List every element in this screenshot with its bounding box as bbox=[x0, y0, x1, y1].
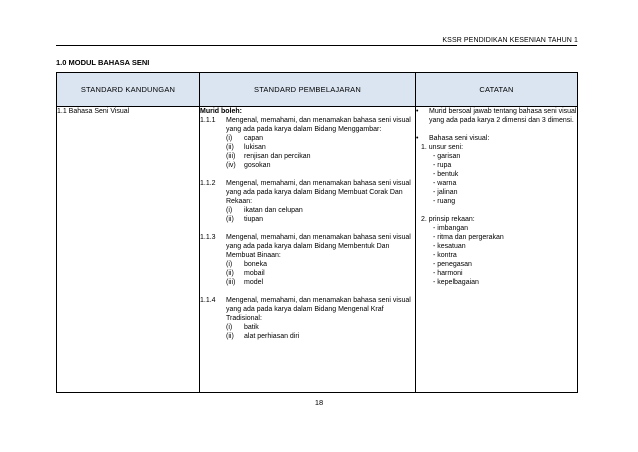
list-item: - bentuk bbox=[433, 171, 459, 178]
sub-item: (ii) tiupan bbox=[226, 216, 264, 223]
sub-item: (ii) alat perhiasan diri bbox=[226, 333, 300, 340]
learning-standard-item bbox=[200, 296, 415, 341]
item-number: 1.1.3 bbox=[200, 234, 216, 241]
header-standard-pembelajaran: STANDARD PEMBELAJARAN bbox=[200, 73, 416, 107]
catatan-bullet: • Murid bersoal jawab tentang bahasa seni visual yang ada pada karya 2 dimensi dan 3 dimensi. bbox=[416, 108, 577, 124]
catatan-cell bbox=[416, 107, 578, 393]
curriculum-table bbox=[56, 72, 578, 393]
item-text: Mengenal, memahami, dan menamakan bahasa seni visual yang ada pada karya dalam Bidang Mengenal Kraf Tradisional: bbox=[226, 297, 411, 322]
sub-item: (i) batik bbox=[226, 324, 259, 331]
list-item: - garisan bbox=[433, 153, 461, 160]
item-text: Mengenal, memahami, dan menamakan bahasa seni visual yang ada pada karya dalam Bidang Membuat Corak Dan Rekaan: bbox=[226, 180, 411, 205]
sub-item: (i) boneka bbox=[226, 261, 267, 268]
header-rule bbox=[56, 45, 577, 46]
standard-kandungan-cell bbox=[57, 107, 200, 393]
item-number: 1.1.1 bbox=[200, 117, 216, 124]
catatan-bullet: • Bahasa seni visual: bbox=[416, 135, 490, 142]
sub-item: (ii) mobail bbox=[226, 270, 265, 277]
standard-pembelajaran-cell bbox=[200, 107, 416, 393]
list-item: - ruang bbox=[433, 198, 456, 205]
table-row bbox=[57, 107, 578, 393]
table-header-row bbox=[57, 73, 578, 107]
unsur-seni-list bbox=[421, 152, 577, 206]
sub-item: (iii) renjisan dan percikan bbox=[226, 153, 311, 160]
item-text: Mengenal, memahami, dan menamakan bahasa seni visual yang ada pada karya dalam Bidang Membentuk Dan Membuat Binaan: bbox=[226, 234, 411, 259]
list-item: - jalinan bbox=[433, 189, 458, 196]
group-title: 2. prinsip rekaan: bbox=[421, 216, 475, 223]
bullet-icon: • bbox=[416, 135, 419, 142]
learning-standard-item bbox=[200, 116, 415, 170]
sub-item: (i) ikatan dan celupan bbox=[226, 207, 303, 214]
sub-item: (ii) lukisan bbox=[226, 144, 266, 151]
sub-item: (i) capan bbox=[226, 135, 264, 142]
pembelajaran-intro: Murid boleh: bbox=[200, 108, 242, 115]
standard-kandungan-text: 1.1 Bahasa Seni Visual bbox=[57, 108, 130, 115]
page-number: 18 bbox=[314, 398, 324, 407]
sub-item: (iii) model bbox=[226, 279, 264, 286]
list-item: - kesatuan bbox=[433, 243, 466, 250]
item-text: Mengenal, memahami, dan menamakan bahasa seni visual yang ada pada karya dalam Bidang Menggambar: bbox=[226, 117, 411, 133]
header-catatan: CATATAN bbox=[416, 73, 578, 107]
list-item: - kepelbagaian bbox=[433, 279, 479, 286]
list-item: - warna bbox=[433, 180, 457, 187]
bullet-icon: • bbox=[416, 108, 419, 115]
list-item: - kontra bbox=[433, 252, 457, 259]
learning-standard-item bbox=[200, 233, 415, 287]
list-item: - penegasan bbox=[433, 261, 472, 268]
group-title: 1. unsur seni: bbox=[421, 144, 464, 151]
item-number: 1.1.4 bbox=[200, 297, 216, 304]
list-item: - rupa bbox=[433, 162, 452, 169]
prinsip-rekaan-list bbox=[421, 224, 577, 287]
document-header-title: KSSR PENDIDIKAN KESENIAN TAHUN 1 bbox=[442, 37, 578, 44]
list-item: - harmoni bbox=[433, 270, 463, 277]
list-item: - ritma dan pergerakan bbox=[433, 234, 504, 241]
sub-item: (iv) gosokan bbox=[226, 162, 271, 169]
list-item: - imbangan bbox=[433, 225, 469, 232]
item-number: 1.1.2 bbox=[200, 180, 216, 187]
module-title: 1.0 MODUL BAHASA SENI bbox=[56, 58, 150, 67]
learning-standard-item bbox=[200, 179, 415, 224]
unsur-seni-group bbox=[416, 143, 577, 287]
header-standard-kandungan: STANDARD KANDUNGAN bbox=[57, 73, 200, 107]
